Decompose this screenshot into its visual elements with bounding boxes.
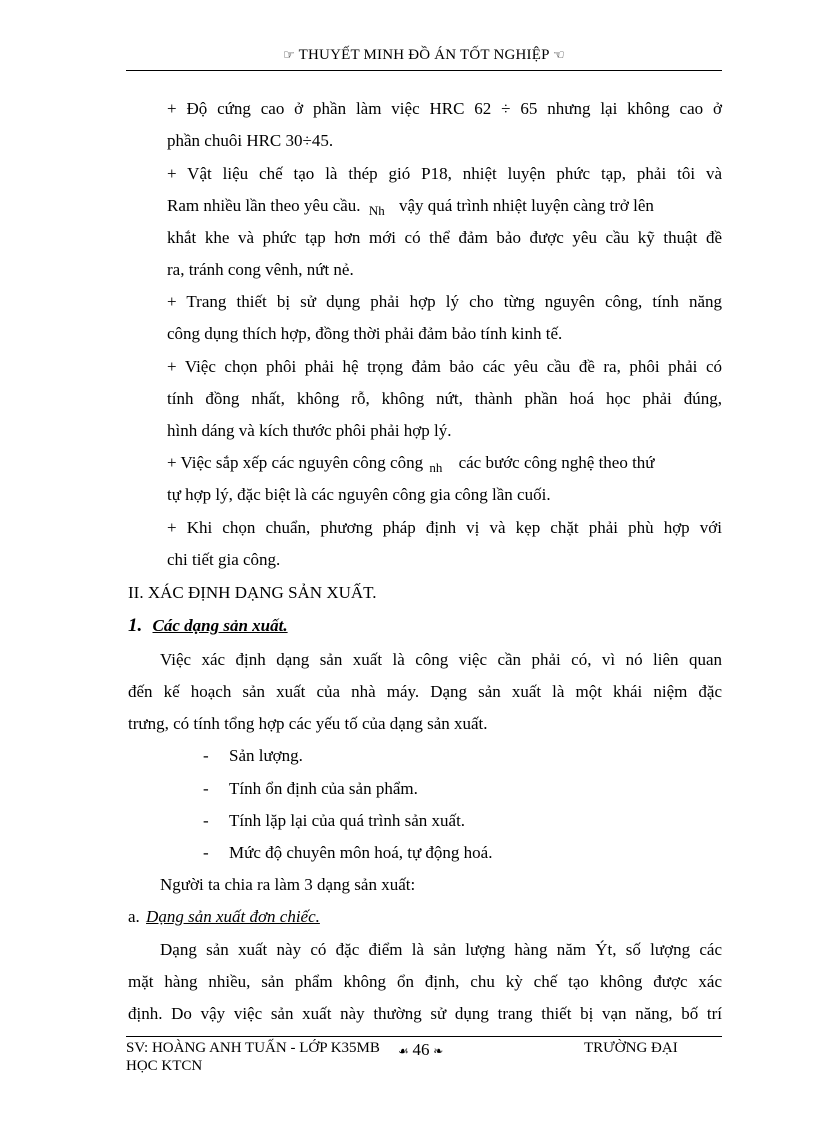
body-line: + Trang thiết bị sử dụng phải hợp lý cho từng nguyên công, tính năng — [167, 292, 722, 311]
paragraph-line: mặt hàng nhiều, sản phẩm không ổn định, chu kỳ chế tạo không được xác — [128, 972, 722, 991]
body-line: + Vật liệu chế tạo là thép gió P18, nhiệt luyện phức tạp, phải tôi và — [167, 164, 722, 183]
body-line: + Độ cứng cao ở phần làm việc HRC 62 ÷ 65 nhưng lại không cao ở — [167, 99, 722, 118]
page-header — [126, 47, 722, 64]
body-line: hình dáng và kích thước phôi phải hợp lý. — [167, 421, 452, 440]
hand-pointer-left-icon: ☞ — [283, 48, 295, 63]
footer-rule — [126, 1036, 722, 1037]
paragraph-line: Người ta chia ra làm 3 dạng sản xuất: — [160, 875, 416, 894]
subsection-heading — [128, 907, 320, 927]
footer-school-continued: HỌC KTCN — [126, 1058, 203, 1074]
body-text: vậy quá trình nhiệt luyện càng trở lên — [398, 196, 654, 215]
paragraph-line: Dạng sản xuất này có đặc điểm là sản lượng hàng năm Ýt, số lượng các — [160, 940, 722, 959]
bullet-dash: - — [203, 779, 209, 798]
subsection-title: Dạng sản xuất đơn chiếc. — [146, 907, 320, 926]
list-item: Tính ổn định của sản phẩm. — [229, 779, 418, 798]
paragraph-line: trưng, có tính tổng hợp các yếu tố của dạng sản xuất. — [128, 714, 488, 733]
page-number: 46 — [412, 1040, 430, 1059]
body-line: công dụng thích hợp, đồng thời phải đảm bảo tính kinh tế. — [167, 324, 563, 343]
footer-page — [398, 1040, 443, 1060]
body-text: các bước công nghệ theo thứ — [458, 453, 655, 472]
bullet-dash: - — [203, 811, 209, 830]
body-text: Ram nhiều lần theo yêu cầu. — [167, 196, 361, 215]
list-item: Sản lượng. — [229, 746, 303, 765]
body-line — [167, 453, 655, 473]
footer-author: SV: HOÀNG ANH TUẤN - LỚP K35MB — [126, 1040, 380, 1056]
body-line: ra, tránh cong vênh, nứt nẻ. — [167, 260, 354, 279]
floral-ornament-right-icon: ❧ — [433, 1044, 444, 1058]
paragraph-line: Việc xác định dạng sản xuất là công việc cần phải có, vì nó liên quan — [160, 650, 722, 669]
header-title: THUYẾT MINH ĐỒ ÁN TỐT NGHIỆP — [298, 47, 550, 63]
body-line: khắt khe và phức tạp hơn mới có thể đảm bảo được yêu cầu kỹ thuật đề — [167, 228, 722, 247]
subsection-number: 1. — [128, 615, 143, 636]
body-line: + Việc chọn phôi phải hệ trọng đảm bảo các yêu cầu đề ra, phôi phải có — [167, 357, 722, 376]
subsection-title: Các dạng sản xuất. — [152, 616, 288, 635]
footer-school: TRƯỜNG ĐẠI — [584, 1040, 678, 1056]
bullet-dash: - — [203, 843, 209, 862]
hand-pointer-right-icon: ☜ — [553, 48, 565, 63]
floral-ornament-left-icon: ☙ — [398, 1044, 409, 1058]
body-text-fragment: nh — [429, 460, 443, 475]
body-line: + Khi chọn chuẩn, phương pháp định vị và kẹp chặt phải phù hợp với — [167, 518, 722, 537]
paragraph-line: định. Do vậy việc sản xuất này thường sử dụng trang thiết bị vạn năng, bố trí — [128, 1004, 722, 1023]
body-line: tự hợp lý, đặc biệt là các nguyên công gia công lần cuối. — [167, 485, 551, 504]
body-line — [167, 196, 654, 216]
list-item: Mức độ chuyên môn hoá, tự động hoá. — [229, 843, 493, 862]
body-text-fragment: Nh — [368, 203, 385, 218]
list-item: Tính lặp lại của quá trình sản xuất. — [229, 811, 466, 830]
bullet-dash: - — [203, 746, 209, 765]
section-heading: II. XÁC ĐỊNH DẠNG SẢN XUẤT. — [128, 583, 377, 602]
body-line: phần chuôi HRC 30÷45. — [167, 131, 334, 150]
paragraph-line: đến kế hoạch sản xuất của nhà máy. Dạng sản xuất là một khái niệm đặc — [128, 682, 722, 701]
body-line: chi tiết gia công. — [167, 550, 281, 569]
header-rule — [126, 70, 722, 71]
body-line: tính đồng nhất, không rỗ, không nứt, thành phần hoá học phải đúng, — [167, 389, 722, 408]
subsection-label: a. — [128, 907, 140, 926]
subsection-heading — [128, 615, 288, 637]
body-text: + Việc sắp xếp các nguyên công công — [167, 453, 424, 472]
